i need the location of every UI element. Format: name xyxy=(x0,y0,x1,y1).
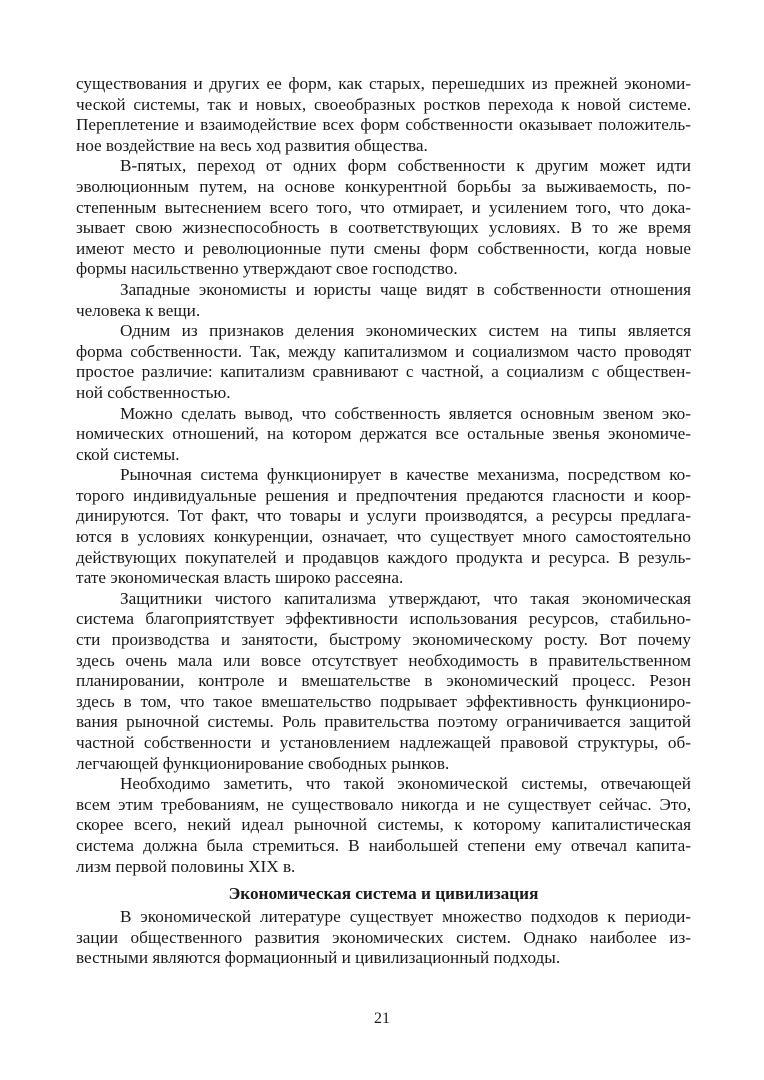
text-line: Западные экономисты и юристы чаще видят в собственности отношения xyxy=(120,279,691,299)
text-line: система должна была стремиться. В наибольшей степени ему отвечал капита- xyxy=(76,835,691,855)
text-line: Переплетение и взаимодействие всех форм собственности оказывает положитель- xyxy=(76,115,691,135)
text-line: торого индивидуальные решения и предпочтения предаются гласности и коор- xyxy=(76,485,691,505)
text-line: вания рыночной системы. Роль правительства поэтому ограничивается защитой xyxy=(76,712,691,732)
text-line: всем этим требованиям, не существовало никогда и не существует сейчас. Это, xyxy=(76,794,691,814)
text-line: система благоприятствует эффективности использования ресурсов, стабильно- xyxy=(76,609,691,629)
text-line: форма собственности. Так, между капитализмом и социализмом часто проводят xyxy=(76,341,691,361)
text-line: В-пятых, переход от одних форм собственности к другим может идти xyxy=(120,156,691,176)
section-heading: Экономическая система и цивилизация xyxy=(228,884,539,904)
paragraph xyxy=(76,156,691,280)
paragraph xyxy=(76,404,691,466)
text-line: ческой системы, так и новых, своеобразных ростков перехода к новой системе. xyxy=(76,94,691,114)
text-line: ются в условиях конкуренции, означает, что существует много самостоятельно xyxy=(76,527,691,547)
text-line: лизм первой половины XIX в. xyxy=(76,856,296,876)
text-line: Рыночная система функционирует в качестве механизма, посредством ко- xyxy=(120,465,691,485)
text-line: человека к вещи. xyxy=(76,300,201,320)
text-line: ное воздействие на весь ход развития общества. xyxy=(76,135,428,155)
paragraph xyxy=(76,280,691,321)
text-line: действующих покупателей и продавцов каждого продукта и ресурса. В резуль- xyxy=(76,547,691,567)
text-line: легчающей функционирование свободных рынков. xyxy=(76,753,450,773)
text-line: Одним из признаков деления экономических систем на типы является xyxy=(120,321,691,341)
text-line: формы насильственно утверждают свое господство. xyxy=(76,259,458,279)
text-line: эволюционным путем, на основе конкурентной борьбы за выживаемость, по- xyxy=(76,176,691,196)
text-line: Защитники чистого капитализма утверждают, что такая экономическая xyxy=(120,588,691,608)
text-line: ской системы. xyxy=(76,444,180,464)
text-line: здесь в том, что такое вмешательство подрывает эффективность функциониро- xyxy=(76,691,691,711)
paragraph xyxy=(76,907,691,969)
paragraph xyxy=(76,589,691,774)
text-line: степенным вытеснением всего того, что отмирает, и усилением того, что дока- xyxy=(76,197,691,217)
text-line: существования и других ее форм, как старых, перешедших из прежней экономи- xyxy=(76,74,691,93)
paragraph xyxy=(76,465,691,589)
text-line: имеют место и революционные пути смены форм собственности, когда новые xyxy=(76,238,691,258)
text-line: В экономической литературе существует множество подходов к периоди- xyxy=(120,907,691,927)
text-line: вестными являются формационный и цивилизационный подходы. xyxy=(76,948,561,968)
text-line: Необходимо заметить, что такой экономической системы, отвечающей xyxy=(120,774,691,794)
text-line: частной собственности и установлением надлежащей правовой структуры, об- xyxy=(76,733,691,752)
page-body xyxy=(76,74,691,969)
text-line: скорее всего, некий идеал рыночной системы, к которому капиталистическая xyxy=(76,815,691,835)
text-line: зации общественного развития экономических систем. Однако наиболее из- xyxy=(76,927,691,947)
text-line: Можно сделать вывод, что собственность является основным звеном эко- xyxy=(120,403,691,423)
text-line: простое различие: капитализм сравнивают с частной, а социализм с обществен- xyxy=(76,362,691,382)
text-line: сти производства и занятости, быстрому экономическому росту. Вот почему xyxy=(76,630,691,650)
paragraph xyxy=(76,321,691,403)
text-line: планировании, контроле и вмешательстве в экономический процесс. Резон xyxy=(76,671,691,691)
paragraph xyxy=(76,774,691,877)
text-line: зывает свою жизнеспособность в соответствующих условиях. В то же время xyxy=(76,218,691,238)
text-line: номических отношений, на котором держатся все остальные звенья экономиче- xyxy=(76,424,691,444)
text-line: динируются. Тот факт, что товары и услуги производятся, а ресурсы предлага- xyxy=(76,506,691,526)
text-line: здесь очень мала или вовсе отсутствует необходимость в правительственном xyxy=(76,650,691,670)
text-line: тате экономическая власть широко рассеяна. xyxy=(76,568,404,588)
text-line: ной собственностью. xyxy=(76,382,231,402)
page-number: 21 xyxy=(374,1010,390,1027)
paragraph xyxy=(76,74,691,156)
